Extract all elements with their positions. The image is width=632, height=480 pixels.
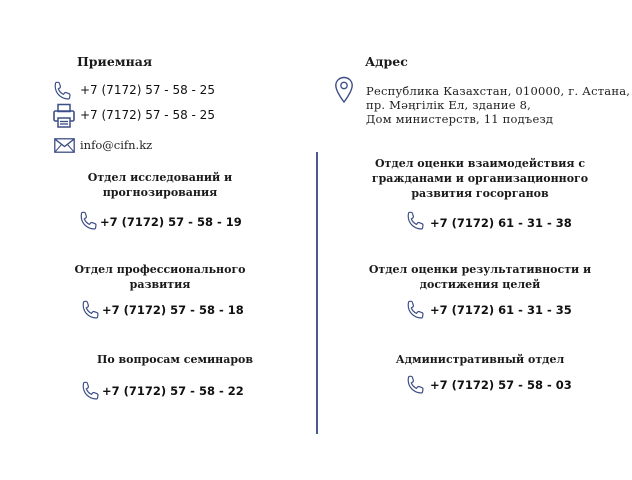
dept-research-name: Отдел исследований и прогнозирования — [87, 171, 233, 199]
phone-icon — [405, 210, 427, 232]
phone-icon — [52, 80, 74, 102]
dept-professional-name: Отдел профессионального развития — [74, 263, 246, 291]
address-line-2: пр. Мәңгілік Ел, здание 8, — [366, 98, 532, 112]
address-line-3: Дом министерств, 11 подъезд — [366, 112, 554, 126]
reception-email[interactable]: info@cifn.kz — [80, 138, 153, 152]
dept-performance-phone[interactable]: +7 (7172) 61 - 31 - 35 — [430, 303, 572, 317]
dept-research-phone[interactable]: +7 (7172) 57 - 58 - 19 — [100, 215, 242, 229]
reception-phone[interactable]: +7 (7172) 57 - 58 - 25 — [80, 83, 215, 97]
dept-performance-name: Отдел оценки результативности и достижения целей — [368, 263, 592, 291]
reception-fax[interactable]: +7 (7172) 57 - 58 - 25 — [80, 108, 215, 122]
dept-admin-name: Административный отдел — [395, 353, 565, 366]
dept-interaction-name: Отдел оценки взаимодействия с гражданами и организационного развития госорганов — [371, 157, 589, 200]
fax-icon — [52, 103, 76, 129]
phone-icon — [405, 374, 427, 396]
address-line-1: Республика Казахстан, 010000, г. Астана, — [366, 84, 631, 98]
address-title: Адрес — [365, 54, 408, 69]
column-divider — [316, 152, 318, 434]
phone-icon — [78, 210, 100, 232]
location-pin-icon — [334, 76, 354, 104]
mail-icon — [54, 138, 75, 153]
dept-seminars-name: По вопросам семинаров — [96, 353, 254, 366]
phone-icon — [80, 380, 102, 402]
phone-icon — [80, 299, 102, 321]
dept-admin-phone[interactable]: +7 (7172) 57 - 58 - 03 — [430, 378, 572, 392]
reception-title: Приемная — [77, 54, 153, 69]
phone-icon — [405, 299, 427, 321]
dept-professional-phone[interactable]: +7 (7172) 57 - 58 - 18 — [102, 303, 244, 317]
dept-interaction-phone[interactable]: +7 (7172) 61 - 31 - 38 — [430, 216, 572, 230]
dept-seminars-phone[interactable]: +7 (7172) 57 - 58 - 22 — [102, 384, 244, 398]
